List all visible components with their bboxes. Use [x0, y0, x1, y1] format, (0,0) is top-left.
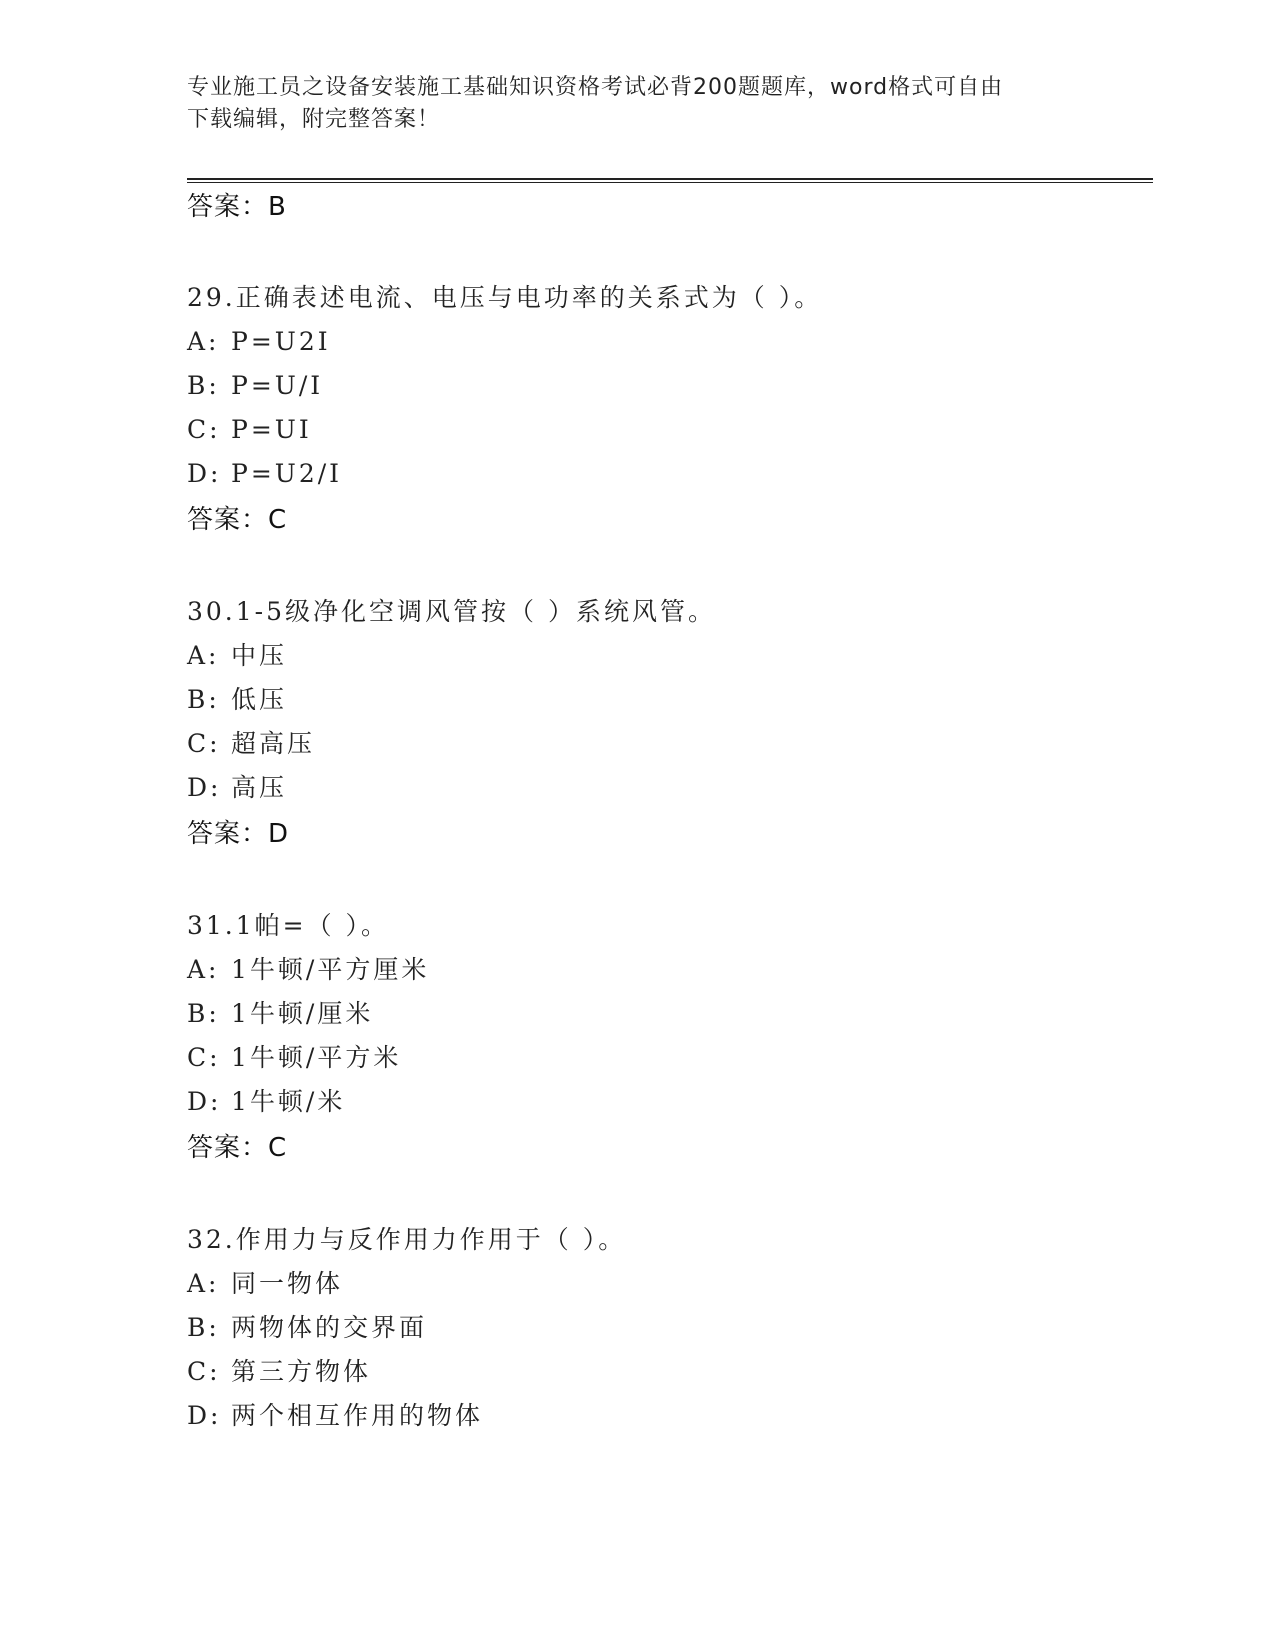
header-divider: [187, 178, 1153, 180]
question-32-option-d: [187, 1400, 483, 1432]
option-letter: B:: [187, 999, 220, 1028]
option-text: 中压: [231, 641, 288, 670]
option-text: 两物体的交界面: [231, 1313, 428, 1342]
option-letter: B:: [187, 1313, 220, 1342]
option-letter: C:: [187, 415, 221, 444]
option-text: 同一物体: [231, 1269, 344, 1298]
option-letter: D:: [187, 459, 222, 488]
option-text: P=UI: [231, 415, 312, 444]
option-text: P=U2/I: [231, 459, 343, 488]
question-32-stem: 32.作用力与反作用力作用于（ ）。: [187, 1225, 627, 1254]
option-text: 1牛顿/平方米: [231, 1043, 402, 1072]
option-text: 低压: [231, 685, 288, 714]
question-29-option-a: [187, 326, 331, 358]
option-text: 1牛顿/厘米: [231, 999, 374, 1028]
question-30-option-a: [187, 640, 287, 672]
question-31-option-d: [187, 1086, 345, 1118]
question-32-option-b: [187, 1312, 427, 1344]
question-30-option-b: [187, 684, 287, 716]
option-text: 1牛顿/米: [231, 1087, 346, 1116]
question-30-option-d: [187, 772, 287, 804]
option-letter: B:: [187, 685, 220, 714]
question-31-option-a: [187, 954, 429, 986]
answer-q31: 答案：C: [187, 1133, 288, 1163]
option-letter: B:: [187, 371, 220, 400]
option-letter: D:: [187, 773, 222, 802]
header-line-1: 专业施工员之设备安装施工基础知识资格考试必背200题题库，word格式可自由: [187, 75, 1004, 100]
option-letter: C:: [187, 729, 221, 758]
question-32-option-a: [187, 1268, 343, 1300]
option-text: 1牛顿/平方厘米: [231, 955, 430, 984]
option-letter: A:: [187, 641, 220, 670]
header-line-2: 下载编辑，附完整答案！: [187, 107, 441, 132]
option-text: 两个相互作用的物体: [231, 1401, 484, 1430]
question-29-option-c: [187, 414, 312, 446]
question-31-stem: 31.1帕=（ ）。: [187, 911, 390, 940]
option-text: 超高压: [231, 729, 316, 758]
option-letter: A:: [187, 1269, 220, 1298]
answer-q28: 答案：B: [187, 192, 287, 222]
option-text: 高压: [231, 773, 288, 802]
question-30-stem: 30.1-5级净化空调风管按（ ）系统风管。: [187, 597, 716, 626]
option-text: 第三方物体: [231, 1357, 372, 1386]
option-text: P=U2I: [231, 327, 331, 356]
option-letter: C:: [187, 1043, 221, 1072]
option-letter: D:: [187, 1087, 222, 1116]
option-letter: A:: [187, 327, 220, 356]
question-30-option-c: [187, 728, 315, 760]
question-29-option-d: [187, 458, 342, 490]
option-text: P=U/I: [231, 371, 324, 400]
document-header: [187, 72, 1087, 136]
question-32-option-c: [187, 1356, 371, 1388]
question-29-option-b: [187, 370, 323, 402]
option-letter: C:: [187, 1357, 221, 1386]
option-letter: D:: [187, 1401, 222, 1430]
answer-q29: 答案：C: [187, 505, 288, 535]
header-divider-thin: [187, 182, 1153, 183]
question-31-option-b: [187, 998, 373, 1030]
answer-q30: 答案：D: [187, 819, 290, 849]
question-29-stem: 29.正确表述电流、电压与电功率的关系式为（ ）。: [187, 283, 823, 312]
question-31-option-c: [187, 1042, 401, 1074]
option-letter: A:: [187, 955, 220, 984]
